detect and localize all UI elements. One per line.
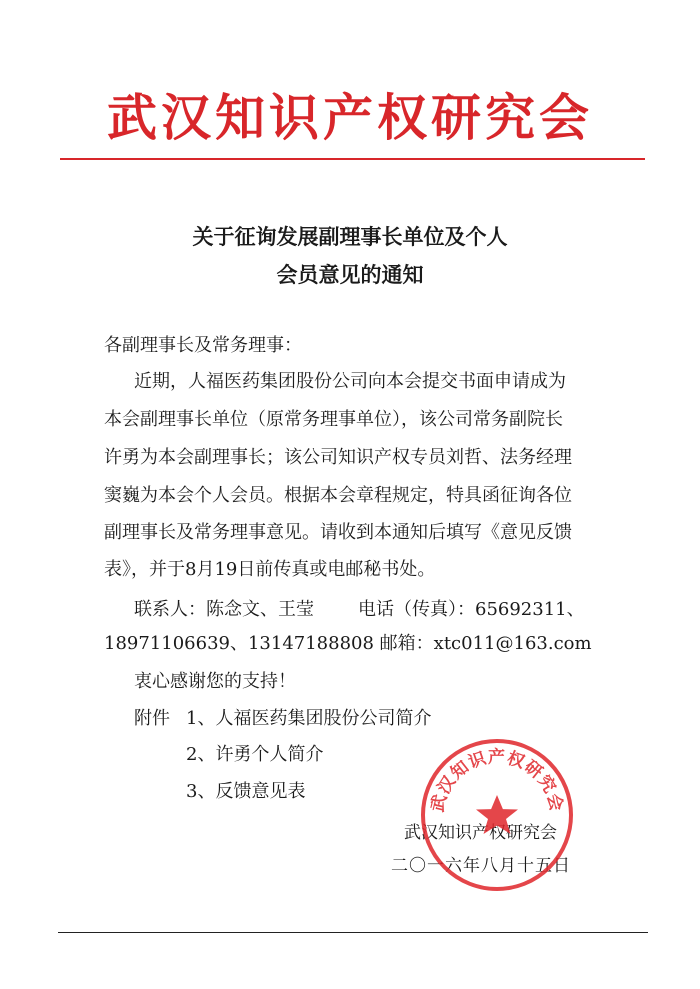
attachment-item: 2、许勇个人简介 — [186, 744, 324, 765]
letterhead-title: 武汉知识产权研究会 — [107, 88, 593, 147]
body-line: 表》，并于8月19日前传真或电邮秘书处。 — [104, 559, 436, 580]
body-line: 本会副理事长单位（原常务理事单位），该公司常务副院长 — [104, 409, 563, 430]
notice-title-line2: 会员意见的通知 — [276, 263, 424, 287]
contact-line — [134, 595, 585, 621]
thanks-line: 衷心感谢您的支持！ — [134, 671, 296, 692]
svg-text:武汉知识产权研究会: 武汉知识产权研究会 — [427, 747, 567, 814]
salutation: 各副理事长及常务理事： — [104, 335, 302, 356]
attachment-item: 1、人福医药集团股份公司简介 — [186, 708, 432, 729]
body-line: 副理事长及常务理事意见。请收到本通知后填写《意见反馈 — [104, 522, 572, 543]
attachment-item: 3、反馈意见表 — [186, 781, 306, 802]
body-line: 许勇为本会副理事长；该公司知识产权专员刘哲、法务经理 — [104, 447, 572, 468]
body-line: 近期，人福医药集团股份公司向本会提交书面申请成为 — [134, 371, 566, 392]
letterhead-rule — [60, 158, 645, 160]
contact-phone: 电话（传真）：65692311、 — [358, 599, 585, 620]
footer-rule — [58, 932, 648, 933]
body-line: 窦巍为本会个人会员。根据本会章程规定，特具函征询各位 — [104, 485, 572, 506]
signature-org: 武汉知识产权研究会 — [404, 823, 557, 843]
attachments-label: 附件 — [134, 708, 170, 729]
official-seal-icon — [417, 735, 577, 895]
signature-date: 二〇一六年八月十五日 — [391, 856, 571, 876]
contact-persons: 联系人：陈念文、王莹 — [134, 599, 314, 620]
notice-title-line1: 关于征询发展副理事长单位及个人 — [192, 225, 508, 249]
contact-line-2: 18971106639、13147188808 邮箱：xtc011@163.com — [104, 633, 592, 654]
